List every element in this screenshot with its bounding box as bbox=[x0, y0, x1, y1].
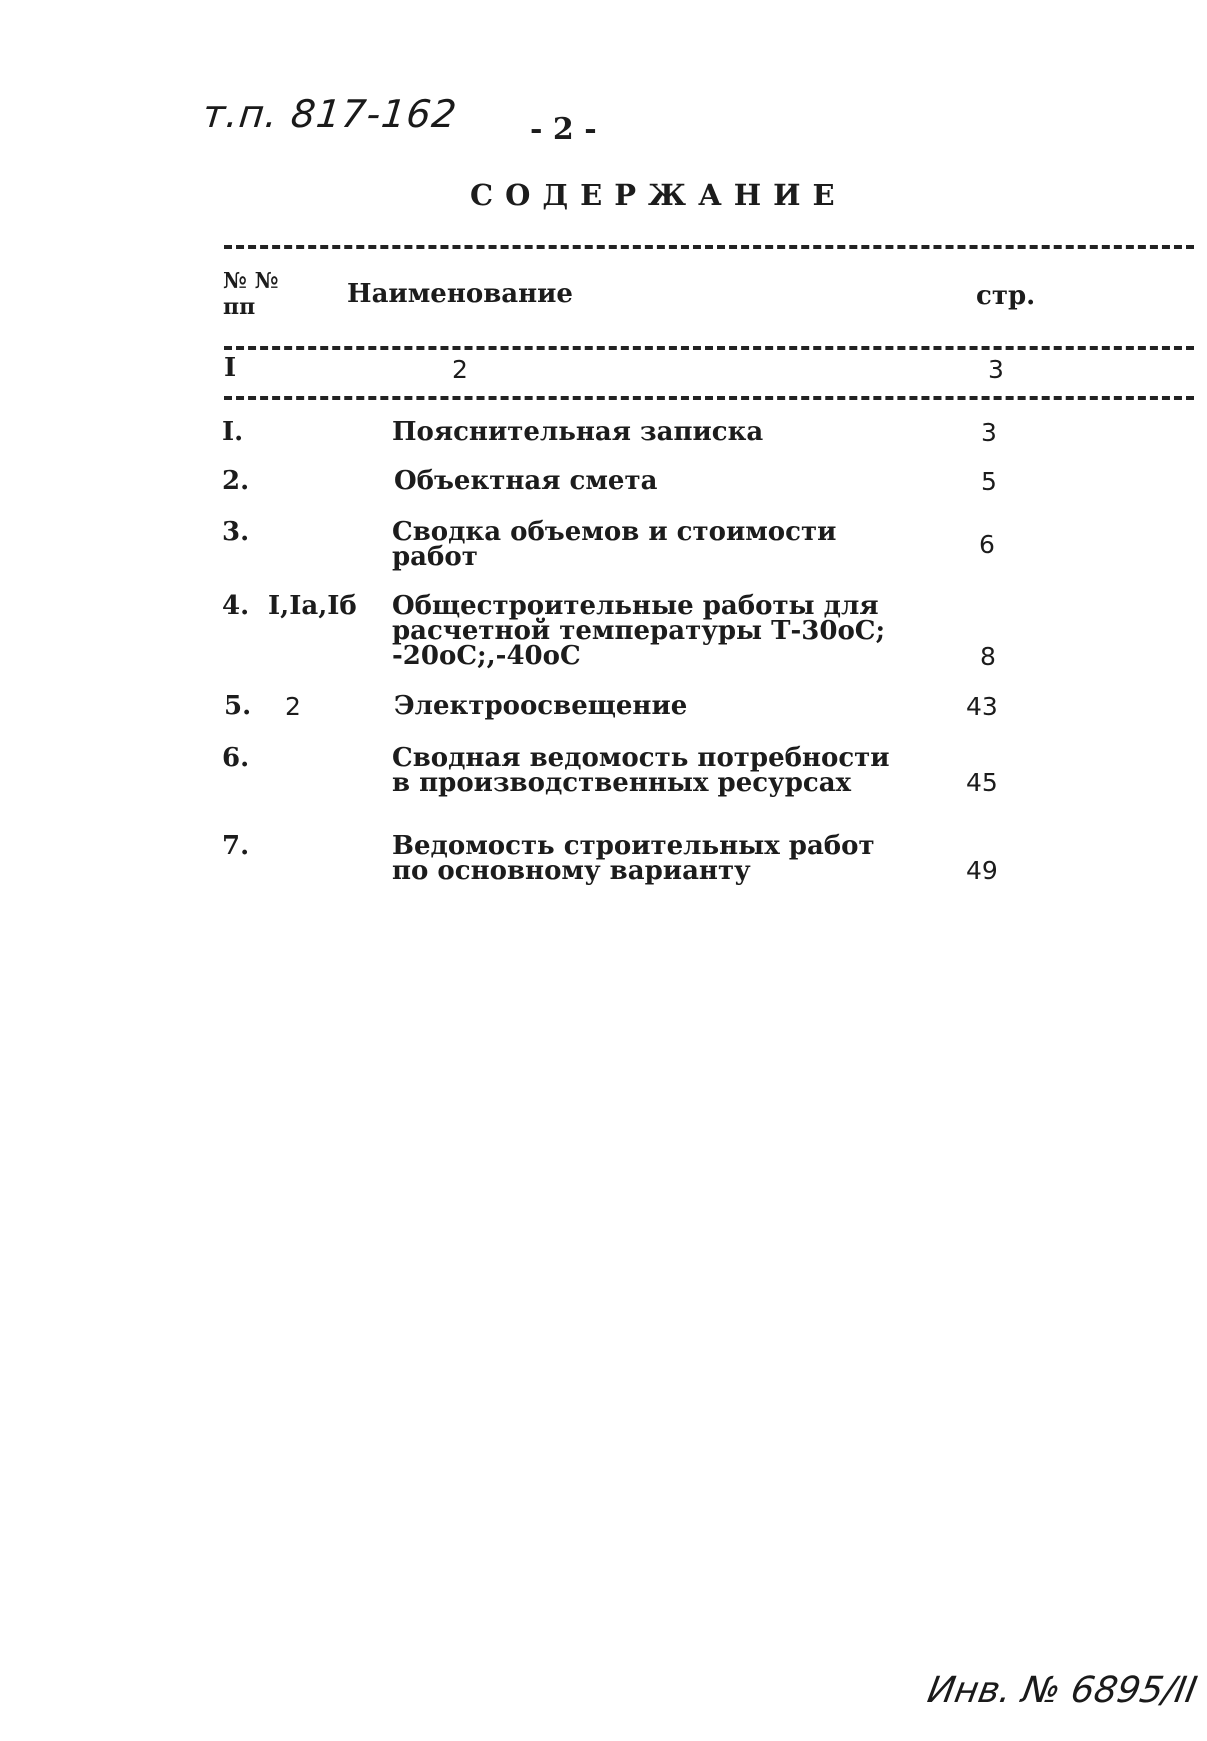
row-4-ref: I,Iа,Iб bbox=[268, 591, 357, 621]
document-code: т.п. 817-162 bbox=[200, 92, 460, 136]
table-rule-column-numbers-bottom bbox=[224, 396, 1194, 400]
row-1-name bbox=[392, 417, 764, 447]
row-5-ref: 2 bbox=[285, 692, 301, 721]
row-5-name-line-1: Электроосвещение bbox=[394, 691, 688, 721]
column-header-number bbox=[223, 268, 278, 320]
column-header-name: Наименование bbox=[347, 279, 573, 309]
page-number: - 2 - bbox=[530, 112, 597, 147]
row-1-name-line-1: Пояснительная записка bbox=[392, 417, 764, 447]
page-title: СОДЕРЖАНИЕ bbox=[470, 178, 847, 212]
row-3-name-line-1: Сводка объемов и стоимости bbox=[392, 517, 837, 547]
row-7-name bbox=[392, 831, 875, 886]
table-rule-top bbox=[224, 245, 1194, 249]
row-7-name-line-2: по основному варианту bbox=[392, 856, 751, 886]
row-5-page: 43 bbox=[966, 692, 998, 721]
column-number-1: I bbox=[224, 353, 237, 383]
row-3-page: 6 bbox=[979, 530, 995, 559]
row-3-name bbox=[392, 517, 837, 572]
row-6-page: 45 bbox=[966, 768, 998, 797]
row-4-name-line-2: расчетной температуры Т-30оС; bbox=[392, 616, 886, 646]
row-2-name bbox=[394, 466, 658, 496]
row-1-number: I. bbox=[222, 417, 244, 447]
row-4-name-line-1: Общестроительные работы для bbox=[392, 591, 879, 621]
row-5-number: 5. bbox=[224, 691, 252, 721]
row-7-number: 7. bbox=[222, 831, 250, 861]
row-7-page: 49 bbox=[966, 856, 998, 885]
row-4-page: 8 bbox=[980, 642, 996, 671]
row-1-page: 3 bbox=[981, 418, 997, 447]
row-7-name-line-1: Ведомость строительных работ bbox=[392, 831, 875, 861]
row-3-number: 3. bbox=[222, 517, 250, 547]
row-4-name-line-3: -20оС;,-40оС bbox=[392, 641, 581, 671]
row-5-name bbox=[394, 691, 688, 721]
column-number-3: 3 bbox=[988, 355, 1004, 384]
row-4-name bbox=[392, 591, 886, 671]
row-3-name-line-2: работ bbox=[392, 542, 478, 572]
row-6-name-line-2: в производственных ресурсах bbox=[392, 768, 852, 798]
row-6-number: 6. bbox=[222, 743, 250, 773]
row-6-name bbox=[392, 743, 890, 798]
table-rule-header-bottom bbox=[224, 346, 1194, 350]
column-number-2: 2 bbox=[452, 355, 468, 384]
row-2-page: 5 bbox=[981, 467, 997, 496]
column-header-page: стр. bbox=[976, 281, 1036, 311]
row-2-name-line-1: Объектная смета bbox=[394, 466, 658, 496]
row-2-number: 2. bbox=[222, 466, 250, 496]
inventory-number: Инв. № 6895/II bbox=[924, 1670, 1201, 1711]
column-header-number-line-1: № № bbox=[223, 268, 279, 294]
row-6-name-line-1: Сводная ведомость потребности bbox=[392, 743, 890, 773]
column-header-number-line-2: пп bbox=[223, 294, 256, 320]
row-4-number: 4. bbox=[222, 591, 250, 621]
